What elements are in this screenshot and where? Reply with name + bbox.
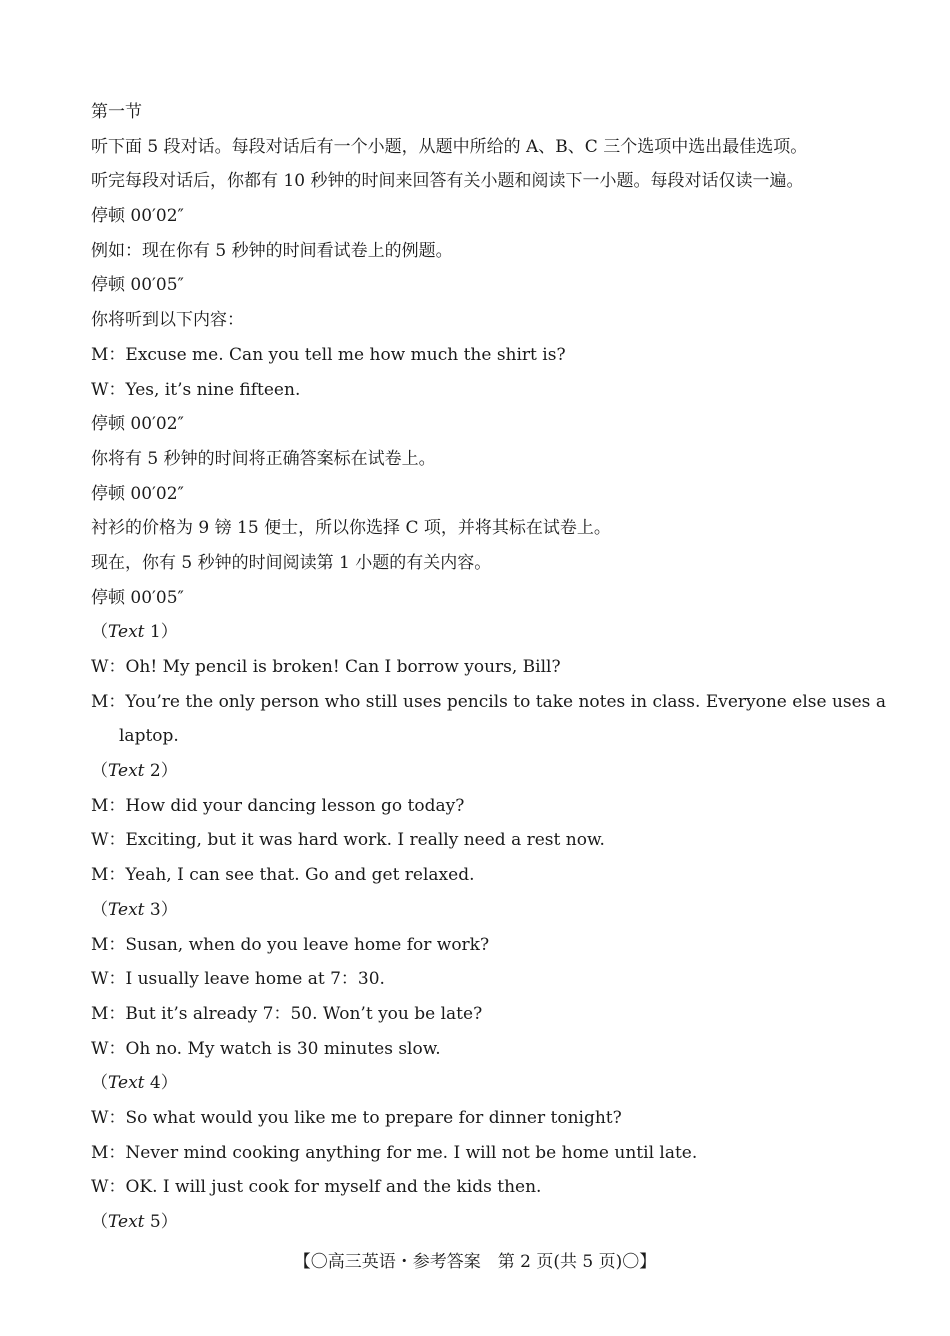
dialogue-line: W：Oh no. My watch is 30 minutes slow. xyxy=(91,1038,441,1059)
dialogue-line: W：So what would you like me to prepare for dinner tonight? xyxy=(91,1107,622,1128)
text-heading-2: （Text 2） xyxy=(91,761,178,782)
pause-line: 停顿 00′02″ xyxy=(91,483,184,504)
instruction-line: 听完每段对话后，你都有 10 秒钟的时间来回答有关小题和阅读下一小题。每段对话仅读一遍。 xyxy=(91,171,804,192)
document-body xyxy=(91,95,886,1240)
text-label: Text xyxy=(108,622,145,643)
section-heading: 第一节 xyxy=(91,102,142,122)
text-number: 2 xyxy=(149,761,161,782)
dialogue-line: W：Exciting, but it was hard work. I really need a rest now. xyxy=(91,830,605,851)
instruction-line: 现在，你有 5 秒钟的时间阅读第 1 小题的有关内容。 xyxy=(91,552,492,573)
instruction-line: 你将有 5 秒钟的时间将正确答案标在试卷上。 xyxy=(91,448,436,469)
dialogue-line: M：Susan, when do you leave home for work? xyxy=(91,934,490,955)
dialogue-line: M：Yeah, I can see that. Go and get relaxed. xyxy=(91,865,475,886)
text-heading-1: （Text 1） xyxy=(91,622,178,643)
dialogue-line: M：Never mind cooking anything for me. I will not be home until late. xyxy=(91,1142,698,1163)
text-number: 1 xyxy=(149,622,161,643)
text-heading-5: （Text 5） xyxy=(91,1212,178,1232)
text-label: Text xyxy=(108,1073,145,1094)
text-number: 4 xyxy=(149,1073,161,1094)
instruction-line: 你将听到以下内容： xyxy=(91,310,244,331)
pause-line: 停顿 00′05″ xyxy=(91,275,184,296)
dialogue-line-continuation: laptop. xyxy=(119,726,179,747)
dialogue-line: W：OK. I will just cook for myself and the kids then. xyxy=(91,1177,542,1198)
text-heading-4: （Text 4） xyxy=(91,1073,178,1094)
text-number: 5 xyxy=(149,1212,161,1232)
page-footer: 【〇高三英语・参考答案 第 2 页(共 5 页)〇】 xyxy=(293,1252,657,1272)
dialogue-line: W：Oh! My pencil is broken! Can I borrow yours, Bill? xyxy=(91,657,561,677)
text-label: Text xyxy=(108,1212,145,1232)
dialogue-line: M：You’re the only person who still uses pencils to take notes in class. Everyone else uses a xyxy=(91,691,886,712)
pause-line: 停顿 00′05″ xyxy=(91,587,184,608)
text-heading-3: （Text 3） xyxy=(91,899,178,920)
instruction-line: 例如：现在你有 5 秒钟的时间看试卷上的例题。 xyxy=(91,240,453,261)
text-label: Text xyxy=(108,761,145,782)
pause-line: 停顿 00′02″ xyxy=(91,414,184,435)
dialogue-line: M：How did your dancing lesson go today? xyxy=(91,795,465,816)
text-number: 3 xyxy=(149,899,161,920)
text-label: Text xyxy=(108,899,145,920)
dialogue-line: W：I usually leave home at 7：30. xyxy=(91,969,385,990)
instruction-line: 衬衫的价格为 9 镑 15 便士，所以你选择 C 项，并将其标在试卷上。 xyxy=(91,518,611,539)
pause-line: 停顿 00′02″ xyxy=(91,206,184,227)
dialogue-line: M：But it’s already 7：50. Won’t you be late? xyxy=(91,1003,483,1024)
instruction-line: 听下面 5 段对话。每段对话后有一个小题，从题中所给的 A、B、C 三个选项中选出最佳选项。 xyxy=(91,136,808,157)
dialogue-line: W：Yes, it’s nine fifteen. xyxy=(91,379,301,400)
dialogue-line: M：Excuse me. Can you tell me how much the shirt is? xyxy=(91,344,566,365)
